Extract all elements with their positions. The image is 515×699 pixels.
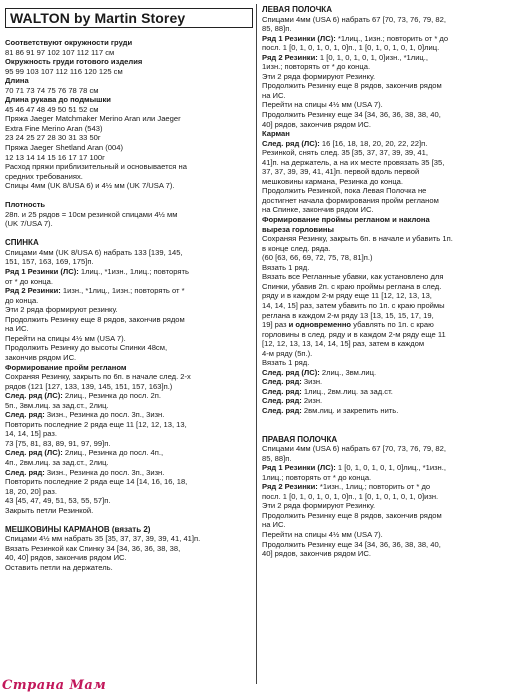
left-text-line: закончив рядом ИС.: [5, 352, 77, 362]
left-text-line: Extra Fine Merino Aran (543): [5, 123, 103, 133]
left-text-line: Продолжить Резинку еще 8 рядов, закончив рядом: [5, 314, 185, 324]
right-text-line: Перейти на спицы 4½ мм (USA 7).: [262, 529, 383, 539]
right-text-line: Продолжить Резинкой, пока Левая Полочка не: [262, 186, 427, 196]
right-text-line: Продолжить Резинку еще 8 рядов, закончив рядом: [262, 81, 442, 91]
right-text-line: ПРАВАЯ ПОЛОЧКА: [262, 434, 338, 444]
right-text-line: 40] рядов, закончив рядом ИС.: [262, 549, 371, 559]
left-text-line: 40, 40] рядов, закончив рядом ИС.: [5, 553, 127, 563]
right-text-line: Ряд 2 Резинки: *1изн., 1лиц.; повторить от * до: [262, 482, 431, 492]
right-text-line: посл. 1 [0, 1, 0, 1, 0, 1, 0]п., 1 [0, 1, 0, 1, 0, 1, 0]лиц.: [262, 43, 440, 53]
left-text-line: Формирование пройм регланом: [5, 362, 127, 372]
right-text-line: 19] раз и одновременно убавлять по 1п. с краю: [262, 320, 434, 330]
right-text-line: (60 [63, 66, 69, 72, 75, 78, 81]п.): [262, 253, 373, 263]
left-text-line: 4п., 2вм.лиц. за зад.ст., 2лиц.: [5, 457, 109, 467]
left-text-line: от * до конца.: [5, 276, 53, 286]
left-text-line: Перейти на спицы 4½ мм (USA 7).: [5, 333, 126, 343]
right-text-line: 40] рядов, закончив рядом ИС.: [262, 119, 371, 129]
right-text-line: След. ряд: 2изн.: [262, 396, 323, 406]
right-text-line: на ИС.: [262, 90, 286, 100]
right-text-line: 41]п. на держатель, а на их месте провязать 35 [35,: [262, 157, 445, 167]
right-column: [262, 5, 510, 559]
right-text-line: реглана в каждом 2-м ряду 13 [13, 15, 15, 17, 19,: [262, 310, 434, 320]
right-text-line: 85, 88]п.: [262, 24, 292, 34]
left-text-line: 14, 14, 15] раз.: [5, 429, 57, 439]
left-text-line: Вязать Резинкой как Спинку 34 [34, 36, 36, 38, 38,: [5, 543, 181, 553]
left-text-line: 12 13 14 14 15 16 17 17 100г: [5, 152, 105, 162]
right-text-line: Вязать 1 ряд.: [262, 262, 310, 272]
left-text-line: След. ряд (ЛС): 2лиц., Резинка до посл. 4п.,: [5, 448, 164, 458]
left-text-line: Пряжа Jaeger Matchmaker Merino Aran или Jaeger: [5, 114, 181, 124]
left-text-line: 81 86 91 97 102 107 112 117 см: [5, 47, 115, 57]
right-text-line: 85, 88]п.: [262, 453, 292, 463]
right-text-line: 14, 14, 15] раз, затем убавить по 1п. с краю проймы: [262, 300, 445, 310]
right-text-line: След. ряд (ЛС): 16 [16, 18, 18, 20, 20, 22, 22]п.: [262, 138, 428, 148]
left-text-line: до конца.: [5, 295, 39, 305]
left-text-line: Закрыть петли Резинкой.: [5, 505, 94, 515]
left-text-line: Соответствуют окружности груди: [5, 38, 133, 47]
left-text-line: 95 99 103 107 112 116 120 125 см: [5, 66, 123, 76]
left-text-line: СПИНКА: [5, 238, 39, 248]
right-text-line: Эти 2 ряда формируют Резинку.: [262, 71, 376, 81]
right-text-line: в конце след. ряда.: [262, 243, 331, 253]
left-text-line: Длина: [5, 76, 29, 86]
right-text-line: достигнет начала формирования пройм регланом: [262, 195, 439, 205]
left-text-line: Окружность груди готового изделия: [5, 57, 143, 67]
left-text-line: [5, 191, 250, 201]
right-text-line: Спинки, убавив 2п. с краю проймы реглана в след.: [262, 281, 442, 291]
right-text-line: Спицами 4мм (USA 6) набрать 67 [70, 73, 76, 79, 82,: [262, 14, 446, 24]
right-text-line: Ряд 1 Резинки (ЛС): *1лиц., 1изн.; повторить от * до: [262, 33, 449, 43]
right-text-line: Эти 2 ряда формируют Резинку.: [262, 501, 376, 511]
right-text-line: ЛЕВАЯ ПОЛОЧКА: [262, 5, 332, 14]
right-text-line: ряду и в каждом 2-м ряду еще 11 [12, 12, 13, 13,: [262, 291, 432, 301]
left-text-line: средних требованиях.: [5, 171, 83, 181]
right-text-line: на Спинке, закончив рядом ИС.: [262, 205, 374, 215]
right-text-line: Ряд 1 Резинки (ЛС): 1 [0, 1, 0, 1, 0, 1, 0]лиц., *1изн.,: [262, 463, 446, 473]
left-text-line: Повторить последние 2 ряда еще 14 [14, 16, 16, 18,: [5, 477, 188, 487]
left-text-line: 151, 157, 163, 169, 175]п.: [5, 257, 94, 267]
left-text-line: Спицами 4½ мм набрать 35 [35, 37, 37, 39, 39, 41, 41]п.: [5, 534, 201, 544]
right-text-line: След. ряд (ЛС): 2лиц., 3вм.лиц.: [262, 367, 377, 377]
left-text-line: След. ряд: 3изн., Резинка до посл. 3п., 3изн.: [5, 467, 165, 477]
left-text-line: Сохраняя Резинку, закрыть по 6п. в начале след. 2-х: [5, 372, 191, 382]
right-text-line: След. ряд: 2вм.лиц. и закрепить нить.: [262, 405, 399, 415]
left-text-line: Плотность: [5, 200, 46, 210]
watermark-logo: Страна Мам: [2, 678, 107, 693]
left-text-line: 45 46 47 48 49 50 51 52 см: [5, 104, 99, 114]
right-text-line: След. ряд: 1лиц., 2вм.лиц. за зад.ст.: [262, 386, 393, 396]
right-text-line: Вязать 1 ряд.: [262, 358, 310, 368]
left-text-line: 43 [45, 47, 49, 51, 53, 55, 57]п.: [5, 496, 111, 506]
left-column: [5, 38, 250, 572]
left-text-line: на ИС.: [5, 324, 29, 334]
left-text-line: След. ряд (ЛС): 2лиц., Резинка до посл. 2п.: [5, 391, 161, 401]
left-text-line: 5п., 3вм.лиц. за зад.ст., 2лиц.: [5, 400, 109, 410]
left-text-line: 28п. и 25 рядов = 10см резинкой спицами 4½ мм: [5, 209, 178, 219]
right-text-line: Формирование проймы регланом и наклона: [262, 215, 430, 225]
left-text-line: Эти 2 ряда формируют резинку.: [5, 305, 118, 315]
left-text-line: МЕШКОВИНЫ КАРМАНОВ (вязать 2): [5, 524, 151, 534]
right-text-line: След. ряд: 3изн.: [262, 377, 323, 387]
left-text-line: [5, 229, 250, 239]
right-text-line: Продолжить Резинку еще 34 [34, 36, 36, 38, 38, 40,: [262, 110, 441, 120]
right-text-line: 1изн.; повторять от * до конца.: [262, 62, 371, 72]
left-text-line: 73 [75, 81, 83, 89, 91, 97, 99]п.: [5, 438, 111, 448]
right-text-line: 37, 37, 39, 39, 41, 41]п. первой вдоль первой: [262, 167, 420, 177]
page-title: WALTON by Martin Storey: [10, 10, 186, 26]
left-text-line: (UK 7/USA 7).: [5, 219, 53, 229]
left-text-line: Спицами 4мм (UK 8/USA 6) набрать 133 [139, 145,: [5, 247, 183, 257]
left-text-line: Оставить петли на держатель.: [5, 562, 113, 572]
left-text-line: Ряд 2 Резинки: 1изн., *1лиц., 1изн.; повторять от *: [5, 286, 185, 296]
right-text-line: горловины в след. ряду и в каждом 2-м ряду еще 11: [262, 329, 446, 339]
right-text-line: [262, 416, 510, 426]
left-text-line: 70 71 73 74 75 76 78 78 см: [5, 85, 99, 95]
right-text-line: Продолжить Резинку еще 34 [34, 36, 36, 38, 38, 40,: [262, 539, 441, 549]
right-text-line: 4-м ряду (5п.).: [262, 348, 313, 358]
left-text-line: Расход пряжи приблизительный и основывается на: [5, 162, 187, 172]
right-text-line: посл. 1 [0, 1, 0, 1, 0, 1, 0]п., 1 [0, 1, 0, 1, 0, 1, 0]изн.: [262, 491, 439, 501]
left-text-line: Повторить последние 2 ряда еще 11 [12, 12, 13, 13,: [5, 419, 187, 429]
right-text-line: на ИС.: [262, 520, 286, 530]
left-text-line: 23 24 25 27 28 30 31 33 50г: [5, 133, 101, 143]
left-text-line: [5, 515, 250, 525]
right-text-line: Спицами 4мм (USA 6) набрать 67 [70, 73, 76, 79, 82,: [262, 444, 446, 454]
right-text-line: Карман: [262, 129, 290, 139]
right-text-line: Вязать все Регланные убавки, как установлено для: [262, 272, 444, 282]
left-text-line: рядов (121 [127, 133, 139, 145, 151, 157, 163]п.): [5, 381, 173, 391]
left-text-line: След. ряд: 3изн., Резинка до посл. 3п., 3изн.: [5, 410, 165, 420]
right-text-line: 1лиц.; повторять от * до конца.: [262, 472, 372, 482]
left-text-line: Спицы 4мм (UK 8/USA 6) и 4½ мм (UK 7/USA 7).: [5, 181, 175, 191]
right-text-line: выреза горловины: [262, 224, 334, 234]
right-text-line: мешковины кармана, Резинка до конца.: [262, 176, 404, 186]
left-text-line: Пряжа Jaeger Shetland Aran (004): [5, 143, 123, 153]
right-text-line: Ряд 2 Резинки: 1 [0, 1, 0, 1, 0, 1, 0]изн., *1лиц.,: [262, 52, 429, 62]
column-divider: [256, 4, 257, 684]
left-text-line: Ряд 1 Резинки (ЛС): 1лиц., *1изн., 1лиц.; повторять: [5, 267, 189, 277]
right-text-line: Перейти на спицы 4½ мм (USA 7).: [262, 100, 383, 110]
left-text-line: 18, 20, 20] раз.: [5, 486, 57, 496]
right-text-line: Сохраняя Резинку, закрыть 6п. в начале и убавить 1п.: [262, 234, 453, 244]
right-text-line: [12, 12, 13, 13, 14, 14, 15] раз, затем в каждом: [262, 339, 425, 349]
right-text-line: Продолжить Резинку еще 8 рядов, закончив рядом: [262, 510, 442, 520]
left-text-line: Продолжить Резинку до высоты Спинки 48см,: [5, 343, 168, 353]
left-text-line: Длина рукава до подмышки: [5, 95, 111, 105]
right-text-line: [262, 425, 510, 435]
right-text-line: Резинкой, снять след. 35 [35, 37, 37, 39, 39, 41,: [262, 148, 428, 158]
